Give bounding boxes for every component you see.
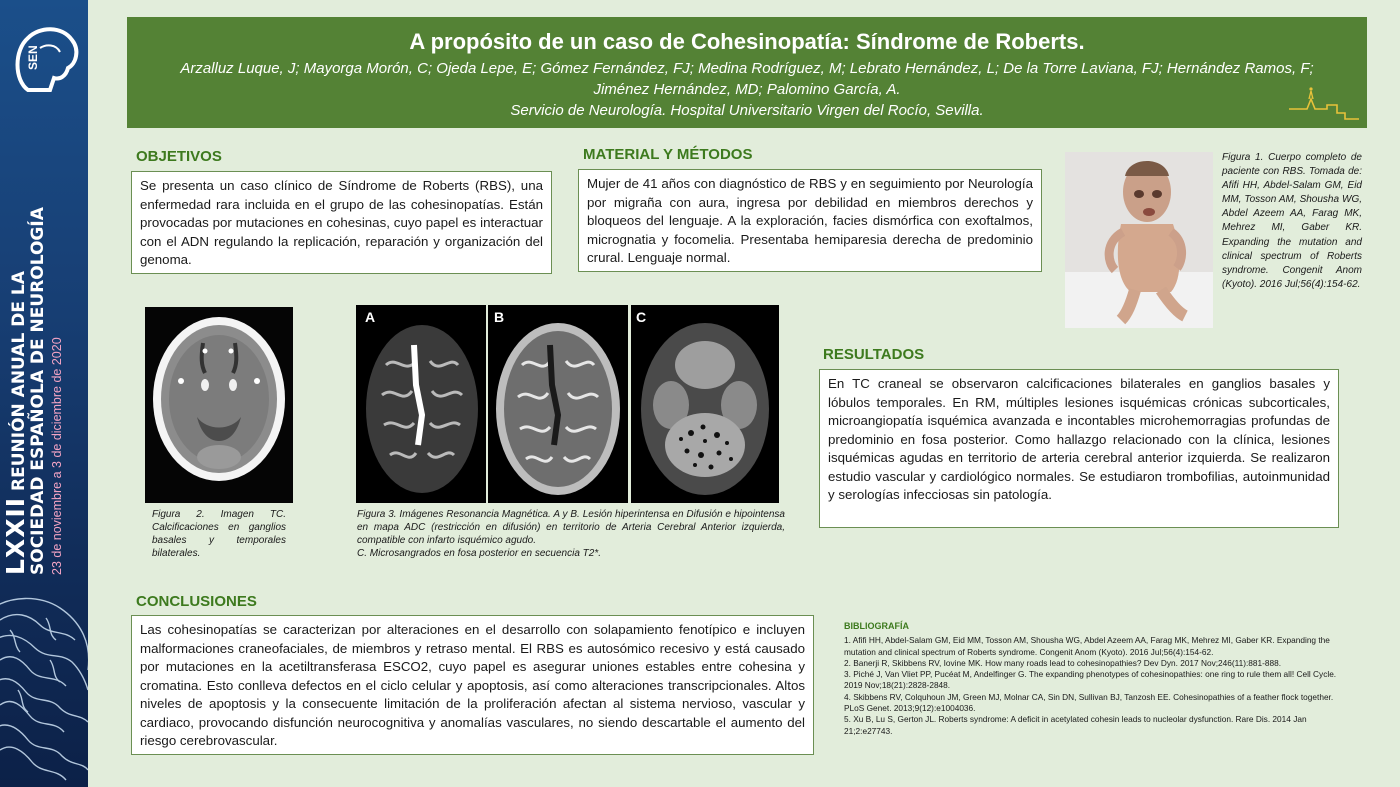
mri-label-c: C — [636, 309, 647, 325]
bibliography-item: 4. Skibbens RV, Colquhoun JM, Green MJ, Molnar CA, Sin DN, Sullivan BJ, Tanzosh EE. Cohesinopathies of a feather flock together. PLoS Genet. 2013;9(12):e1004036. — [844, 691, 1334, 714]
ct-scan-image — [145, 307, 293, 503]
congress-title — [1, 195, 82, 575]
brain-illustration — [0, 590, 88, 787]
patient-photo — [1065, 152, 1213, 328]
poster-title: A propósito de un caso de Cohesinopatía: Síndrome de Roberts. — [409, 29, 1085, 54]
sen-logo — [10, 20, 82, 100]
bibliography-item: 2. Banerji R, Skibbens RV, Iovine MK. How many roads lead to cohesinopathies? Dev Dyn. 2017 Nov;246(11):881-888. — [844, 657, 1282, 668]
mri-image-a — [356, 305, 486, 503]
mri-image-b — [488, 305, 628, 503]
congress-title-line1: REUNIÓN ANUAL DE LA — [9, 271, 29, 491]
mri-image-c — [631, 305, 779, 503]
figura3-caption-c: C. Microsangrados en fosa posterior en secuencia T2*. — [357, 548, 602, 559]
poster-header — [127, 17, 1367, 128]
resultados-heading: RESULTADOS — [823, 346, 925, 363]
poster-affiliation: Servicio de Neurología. Hospital Universitario Virgen del Rocío, Sevilla. — [510, 102, 984, 119]
congress-title-line2: SOCIEDAD ESPAÑOLA DE NEUROLOGÍA — [28, 207, 48, 575]
mri-label-a: A — [365, 309, 376, 325]
objetivos-box: Se presenta un caso clínico de Síndrome de Roberts (RBS), una enfermedad rara incluida en el grupo de las cohesinopatías. Están provocadas por mutaciones en cohesinas, cuyo papel es interactuar con el ADN regulando la replicación, reparación y organización del genoma. — [131, 171, 552, 274]
poster-authors: Arzalluz Luque, J; Mayorga Morón, C; Ojeda Lepe, E; Gómez Fernández, FJ; Medina Rodríguez, M; Lebrato Hernández, L; De la Torre Laviana, FJ; Hernández Ramos, F; Jiménez Hernández, MD; Palomino García, A. — [180, 60, 1314, 98]
figura1-caption-text: Figura 1. Cuerpo completo de paciente con RBS. Tomada de: Afifi HH, Abdel-Salam GM, Eid MM, Tosson AM, Shousha WG, Abdel Azeem AA, Farag MK, Mehrez MI, Gaber KR. Expanding the mutation and clinical spectrum of Roberts syndrome. Congenit Anom (Kyoto). 2016 Jul;56(4):154-62. — [1222, 152, 1362, 290]
bibliography-item: 1. Afifi HH, Abdel-Salam GM, Eid MM, Tosson AM, Shousha WG, Abdel Azeem AA, Farag MK, Mehrez MI, Gaber KR. Expanding the mutation and clinical spectrum of Roberts syndrome. Congenit Anom (Kyoto). 2016 Jul;56(4):154-62. — [844, 635, 1330, 657]
congress-edition: LXXII — [1, 496, 30, 575]
bibliography-heading: BIBLIOGRAFÍA — [844, 621, 909, 631]
figura1-caption — [1222, 151, 1362, 292]
congress-banner — [0, 0, 88, 787]
sen-logo-text: SEN — [26, 45, 40, 70]
material-heading: MATERIAL Y MÉTODOS — [583, 146, 753, 163]
resultados-box: En TC craneal se observaron calcificaciones bilaterales en ganglios basales y lóbulos temporales. En RM, múltiples lesiones isquémicas crónicas subcorticales, microangiopatía isquémica avanzada e incontables microhemorragias profundas de predominio en fosa posterior. Como hallazgo relacionado con la clínica, lesiones isquémicas agudas en territorio de arteria cerebral anterior izquierda. Se realizaron estudio vascular y cardiológico normales. Se estudiaron trombofilias, autoinmunidad y serologías infecciosas sin patología. — [819, 369, 1339, 528]
hospital-logo — [1287, 83, 1361, 123]
bibliography-item: 5. Xu B, Lu S, Gerton JL. Roberts syndrome: A deficit in acetylated cohesin leads to nucleolar dysfunction. Rare Dis. 2014 Jan 21;2:e27743. — [844, 714, 1307, 736]
mri-label-b: B — [494, 309, 505, 325]
conclusiones-box: Las cohesinopatías se caracterizan por alteraciones en el desarrollo con solapamiento fenotípico e incluyen malformaciones craneofaciales, de miembros y retraso mental. El RBS es autosómico recesivo y está causado por mutaciones en la acetiltransferasa ESCO2, cuyo papel es asegurar uniones estables entre cohesina y cromatina. Esto conlleva defectos en el ciclo celular y apoptosis, así como alteraciones transcripcionales. Altos niveles de apoptosis y la consecuente limitación de la proliferación afectan al sistema nervioso, vascular y cardiaco, provocando disfunción neurocognitiva y anomalías vasculares, no siendo descartable el aumento del riesgo cerebrovascular. — [131, 615, 814, 755]
conclusiones-heading: CONCLUSIONES — [136, 593, 257, 610]
bibliography — [844, 621, 1354, 737]
figura2-caption: Figura 2. Imagen TC. Calcificaciones en ganglios basales y temporales bilaterales. — [152, 509, 286, 559]
congress-dates: 23 de noviembre a 3 de diciembre de 2020 — [50, 337, 64, 575]
figura3-caption-main: Figura 3. Imágenes Resonancia Magnética. A y B. Lesión hiperintensa en Difusión e hipointensa en mapa ADC (restricción en difusión) en territorio de Arteria Cerebral Anterior izquierda, compatible con infarto isquémico agudo. — [357, 509, 785, 546]
material-box: Mujer de 41 años con diagnóstico de RBS y en seguimiento por Neurología por migraña con aura, ingresa por debilidad en miembros derechos y bloqueos del lenguaje. A la exploración, facies dismórfica con exoftalmos, micrognatia y focomelia. Presentaba hemiparesia derecha de predominio crural. Lenguaje normal. — [578, 169, 1042, 272]
objetivos-heading: OBJETIVOS — [136, 148, 222, 165]
figura3-caption — [357, 508, 785, 560]
bibliography-item: 3. Piché J, Van Vliet PP, Pucéat M, Andelfinger G. The expanding phenotypes of cohesinopathies: one ring to rule them all! Cell Cycle. 2019 Nov;18(21):2828-2848. — [844, 669, 1337, 691]
